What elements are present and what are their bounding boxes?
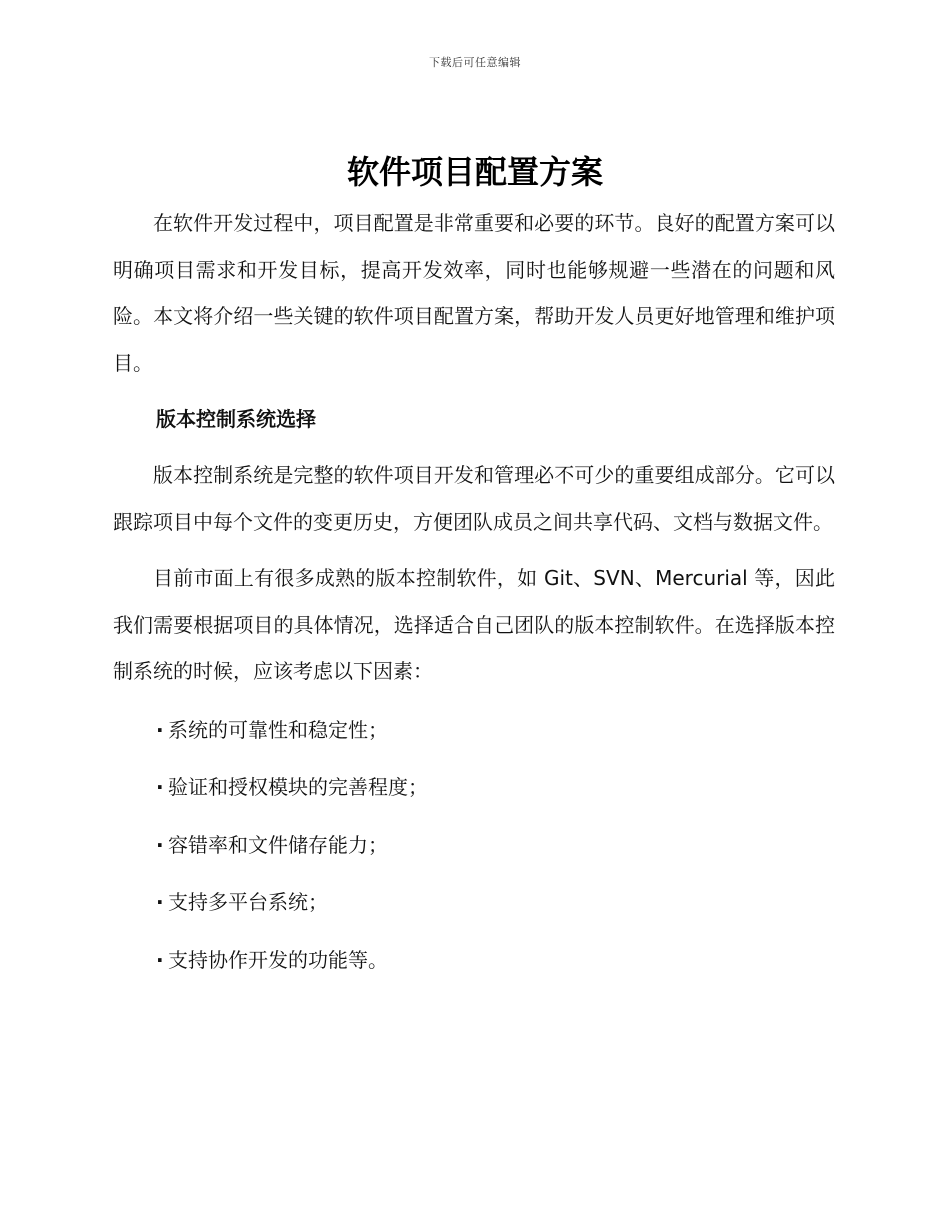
intro-paragraph: 在软件开发过程中，项目配置是非常重要和必要的环节。良好的配置方案可以明确项目需求和开发目标，提高开发效率，同时也能够规避一些潜在的问题和风险。本文将介绍一些关键的软件项目配置方案，帮助开发人员更好地管理和维护项目。 (113, 211, 835, 375)
factor-list (113, 707, 835, 983)
list-item-text: 容错率和文件储存能力； (168, 832, 388, 857)
document-body (113, 200, 835, 994)
list-item (113, 764, 835, 810)
list-item-text: 支持协作开发的功能等。 (168, 947, 388, 972)
bullet-icon: · (156, 832, 164, 857)
list-item-text: 验证和授权模块的完善程度； (168, 775, 428, 799)
list-item (113, 937, 835, 983)
list-item-text: 系统的可靠性和稳定性； (168, 717, 388, 742)
header-note: 下载后可任意编辑 (429, 56, 521, 69)
section-heading: 版本控制系统选择 (156, 407, 316, 431)
bullet-icon: · (156, 717, 164, 742)
bullet-icon: · (156, 947, 164, 972)
list-item-text: 支持多平台系统； (168, 890, 328, 914)
section-paragraph-1: 版本控制系统是完整的软件项目开发和管理必不可少的重要组成部分。它可以跟踪项目中每个文件的变更历史，方便团队成员之间共享代码、文档与数据文件。 (113, 463, 835, 534)
bullet-icon: · (156, 775, 164, 799)
list-item (113, 822, 835, 868)
bullet-icon: · (156, 890, 164, 914)
list-item (113, 707, 835, 753)
section-paragraph-2: 目前市面上有很多成熟的版本控制软件，如 Git、SVN、Mercurial 等，因此我们需要根据项目的具体情况，选择适合自己团队的版本控制软件。在选择版本控制系统的时候，应该考虑以下因素： (113, 566, 835, 683)
document-title: 软件项目配置方案 (346, 153, 603, 191)
list-item (113, 879, 835, 925)
